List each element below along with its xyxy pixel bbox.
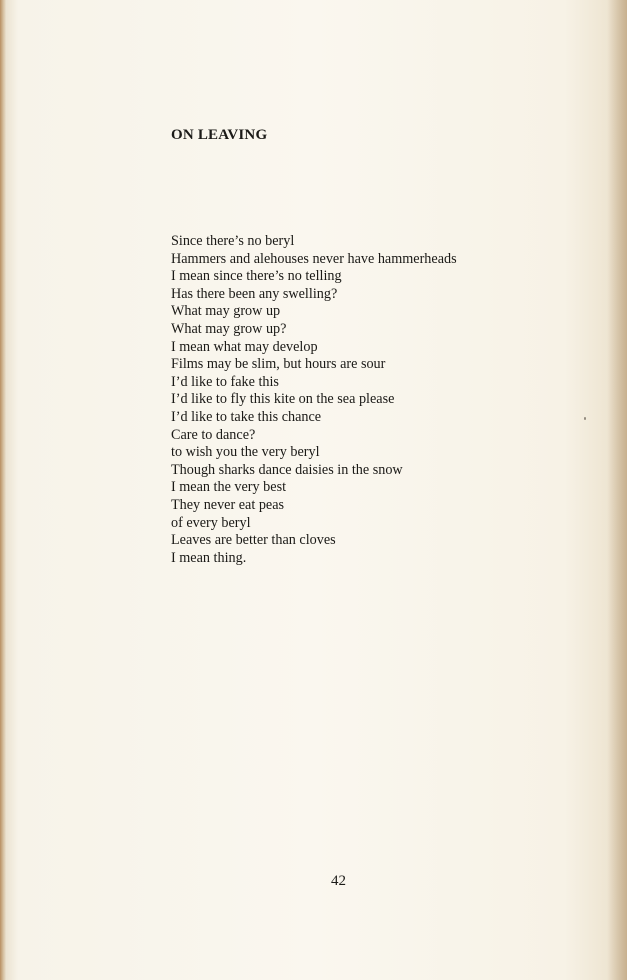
poem-title: ON LEAVING bbox=[171, 127, 268, 143]
poem-line: I mean what may develop bbox=[171, 338, 318, 355]
poem-line: I’d like to take this chance bbox=[171, 408, 322, 425]
poem-line: I mean the very best bbox=[171, 479, 287, 496]
poem-line: Hammers and alehouses never have hammerheads bbox=[171, 250, 457, 267]
poem-line: Films may be slim, but hours are sour bbox=[171, 356, 386, 373]
poem-line: Since there’s no beryl bbox=[171, 233, 295, 249]
poem-line: Leaves are better than cloves bbox=[171, 532, 336, 549]
poem-body bbox=[171, 233, 457, 567]
poem-line: I’d like to fly this kite on the sea please bbox=[171, 391, 395, 408]
poem-line: They never eat peas bbox=[171, 496, 285, 513]
poem-line: I mean thing. bbox=[171, 549, 247, 566]
poem-line: Care to dance? bbox=[171, 426, 256, 443]
poem-line: to wish you the very beryl bbox=[171, 444, 320, 461]
ink-speck bbox=[584, 417, 586, 420]
poem-line: What may grow up? bbox=[171, 320, 287, 337]
poem-line: What may grow up bbox=[171, 303, 281, 320]
poem-line: Has there been any swelling? bbox=[171, 285, 338, 302]
poem-line: of every beryl bbox=[171, 514, 251, 531]
poem-line: Though sharks dance daisies in the snow bbox=[171, 461, 403, 478]
poem-line: I’d like to fake this bbox=[171, 373, 279, 390]
page-number: 42 bbox=[331, 873, 346, 889]
poem-line: I mean since there’s no telling bbox=[171, 268, 342, 285]
